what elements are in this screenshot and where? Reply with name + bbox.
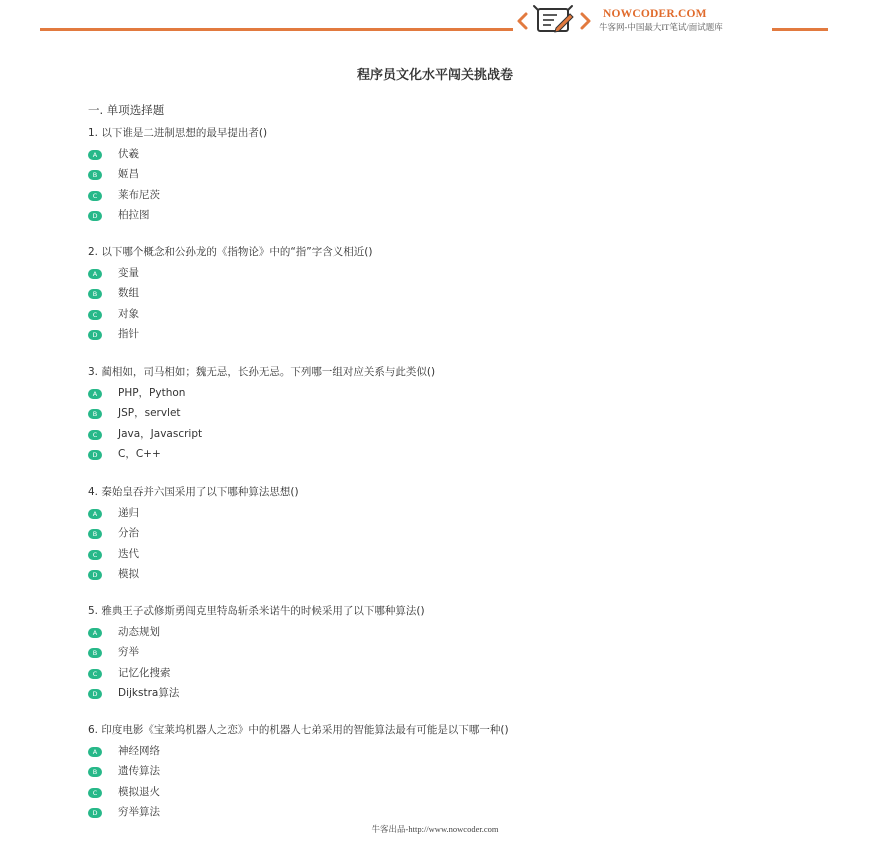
section-title: 一. 单项选择题: [88, 103, 165, 117]
question-text: 3. 蔺相如，司马相如；魏无忌，长孙无忌。下列哪一组对应关系与此类似(): [88, 366, 436, 378]
question-5: [88, 604, 828, 707]
option-b[interactable]: [88, 764, 828, 785]
option-badge: C: [88, 788, 102, 798]
option-badge: B: [88, 648, 102, 658]
option-c[interactable]: [88, 547, 828, 568]
option-label: 模拟: [118, 568, 139, 580]
option-badge: D: [88, 570, 102, 580]
option-badge: D: [88, 808, 102, 818]
question-text: 6. 印度电影《宝莱坞机器人之恋》中的机器人七弟采用的智能算法最有可能是以下哪一种(): [88, 724, 509, 736]
option-label: 伏羲: [118, 147, 139, 160]
option-label: JSP，servlet: [118, 407, 181, 419]
option-b[interactable]: [88, 526, 828, 547]
option-label: Java，Javascript: [118, 427, 203, 440]
option-badge: A: [88, 509, 102, 519]
option-label: 穷举: [118, 646, 139, 658]
page-title: 程序员文化水平闯关挑战卷: [356, 68, 513, 83]
question-2: [88, 245, 828, 348]
option-d[interactable]: [88, 447, 828, 468]
option-label: PHP，Python: [118, 386, 186, 399]
option-badge: D: [88, 689, 102, 699]
option-a[interactable]: [88, 386, 828, 407]
option-label: 指针: [118, 328, 139, 340]
option-badge: C: [88, 191, 102, 201]
option-badge: D: [88, 450, 102, 460]
option-label: 模拟退火: [118, 785, 160, 798]
option-c[interactable]: [88, 666, 828, 687]
option-b[interactable]: [88, 167, 828, 188]
option-c[interactable]: [88, 307, 828, 328]
option-a[interactable]: [88, 625, 828, 646]
question-6: [88, 723, 828, 826]
option-badge: C: [88, 550, 102, 560]
question-4: [88, 485, 828, 588]
option-c[interactable]: [88, 427, 828, 448]
option-d[interactable]: [88, 686, 828, 707]
option-badge: D: [88, 211, 102, 221]
option-badge: C: [88, 310, 102, 320]
option-d[interactable]: [88, 208, 828, 229]
option-label: 柏拉图: [118, 209, 150, 221]
option-badge: C: [88, 430, 102, 440]
question-text: 4. 秦始皇吞并六国采用了以下哪种算法思想(): [88, 486, 299, 498]
option-label: 莱布尼茨: [118, 188, 160, 201]
option-badge: B: [88, 409, 102, 419]
option-a[interactable]: [88, 147, 828, 168]
option-label: 数组: [118, 287, 139, 299]
option-label: 记忆化搜索: [118, 666, 171, 679]
header-rule-left: [40, 28, 513, 31]
question-1: [88, 126, 828, 229]
option-c[interactable]: [88, 785, 828, 806]
option-b[interactable]: [88, 286, 828, 307]
question-3: [88, 365, 828, 468]
option-badge: B: [88, 529, 102, 539]
option-label: 变量: [118, 266, 139, 279]
option-b[interactable]: [88, 645, 828, 666]
option-label: 分治: [118, 527, 139, 539]
header-rule-right: [772, 28, 828, 31]
question-text: 5. 雅典王子忒修斯勇闯克里特岛斩杀米诺牛的时候采用了以下哪种算法(): [88, 605, 425, 617]
nowcoder-logo-icon: [516, 2, 592, 36]
option-label: C，C++: [118, 448, 161, 460]
option-c[interactable]: [88, 188, 828, 209]
option-a[interactable]: [88, 266, 828, 287]
option-badge: C: [88, 669, 102, 679]
option-badge: D: [88, 330, 102, 340]
question-text: 1. 以下谁是二进制思想的最早提出者(): [88, 127, 268, 139]
option-badge: B: [88, 767, 102, 777]
option-label: Dijkstra算法: [118, 687, 180, 699]
option-label: 穷举算法: [118, 806, 160, 818]
option-label: 遗传算法: [118, 765, 160, 777]
option-badge: B: [88, 170, 102, 180]
option-d[interactable]: [88, 327, 828, 348]
option-badge: A: [88, 747, 102, 757]
option-a[interactable]: [88, 744, 828, 765]
option-label: 递归: [118, 506, 139, 519]
option-badge: A: [88, 389, 102, 399]
option-label: 姬昌: [118, 168, 139, 180]
option-b[interactable]: [88, 406, 828, 427]
option-badge: A: [88, 269, 102, 279]
option-d[interactable]: [88, 567, 828, 588]
option-label: 神经网络: [118, 744, 160, 757]
option-label: 迭代: [118, 547, 139, 560]
option-badge: A: [88, 150, 102, 160]
option-a[interactable]: [88, 506, 828, 527]
option-label: 对象: [118, 307, 139, 320]
option-badge: A: [88, 628, 102, 638]
question-text: 2. 以下哪个概念和公孙龙的《指物论》中的“指”字含义相近(): [88, 246, 373, 258]
option-label: 动态规划: [118, 625, 160, 638]
option-badge: B: [88, 289, 102, 299]
brand-tagline: 牛客网-中国最大IT笔试/面试题库: [599, 22, 723, 32]
page-footer[interactable]: 牛客出品-http://www.nowcoder.com: [371, 824, 499, 834]
brand-name[interactable]: NOWCODER.COM: [603, 8, 707, 20]
